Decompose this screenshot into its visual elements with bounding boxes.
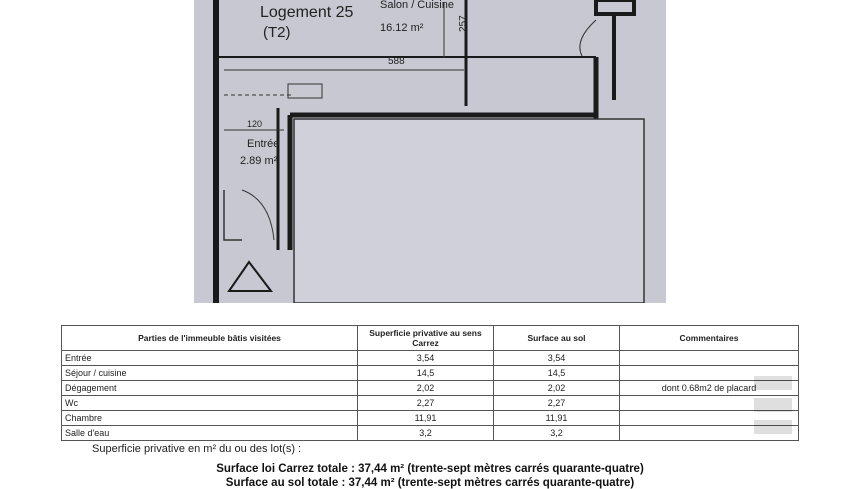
table-header-row [62,326,799,351]
watermark-logo [750,372,796,438]
sol-total: Surface au sol totale : 37,44 m² (trente-sept mètres carrés quarante-quatre) [225,477,635,489]
surface-table [61,325,799,441]
cell-sol: 2,27 [494,396,620,411]
cell-carrez: 14,5 [358,366,494,381]
header-carrez: Superficie privative au sens Carrez [358,326,494,351]
cell-sol: 3,2 [494,426,620,441]
floor-plan [194,0,666,303]
cell-part: Dégagement [62,381,358,396]
plan-door-arc-top [580,20,596,56]
plan-entry-door-arc [242,190,274,240]
cell-carrez: 11,91 [358,411,494,426]
plan-stair-symbol [288,84,322,98]
cell-sol: 14,5 [494,366,620,381]
table-row [62,351,799,366]
plan-room-title: Logement 25 [260,4,354,21]
cell-part: Chambre [62,411,358,426]
table-row [62,381,799,396]
plan-dim-width: 588 [388,56,405,67]
plan-corner [596,0,634,14]
table-row [62,396,799,411]
cell-comment [620,351,799,366]
cell-part: Entrée [62,351,358,366]
surface-caption: Superficie privative en m² du ou des lot(s) : [92,443,302,455]
plan-dim-height: 257 [458,15,469,32]
cell-part: Séjour / cuisine [62,366,358,381]
plan-entry-door [224,190,242,240]
cell-sol: 2,02 [494,381,620,396]
cell-carrez: 3,54 [358,351,494,366]
plan-entry-label: Entrée [247,138,280,150]
table-row [62,411,799,426]
cell-part: Salle d'eau [62,426,358,441]
table-row [62,426,799,441]
plan-room-block [294,119,644,303]
header-comments: Commentaires [620,326,799,351]
floor-plan-drawing [194,0,666,303]
plan-entrance-triangle [229,262,271,291]
cell-part: Wc [62,396,358,411]
plan-salon-label: Salon / Cuisine [380,0,454,11]
plan-salon-area: 16.12 m² [380,22,424,34]
header-parts: Parties de l'immeuble bâtis visitées [62,326,358,351]
cell-sol: 11,91 [494,411,620,426]
cell-carrez: 3,2 [358,426,494,441]
header-sol: Surface au sol [494,326,620,351]
cell-sol: 3,54 [494,351,620,366]
cell-carrez: 2,02 [358,381,494,396]
table-row [62,366,799,381]
plan-dim-entry: 120 [247,119,263,129]
cell-comment: dont 0.68m2 de placard [620,381,799,396]
carrez-total: Surface loi Carrez totale : 37,44 m² (trente-sept mètres carrés quarante-quatre) [216,463,644,475]
plan-entry-area: 2.89 m² [240,155,278,167]
cell-carrez: 2,27 [358,396,494,411]
plan-room-type: (T2) [263,24,291,41]
